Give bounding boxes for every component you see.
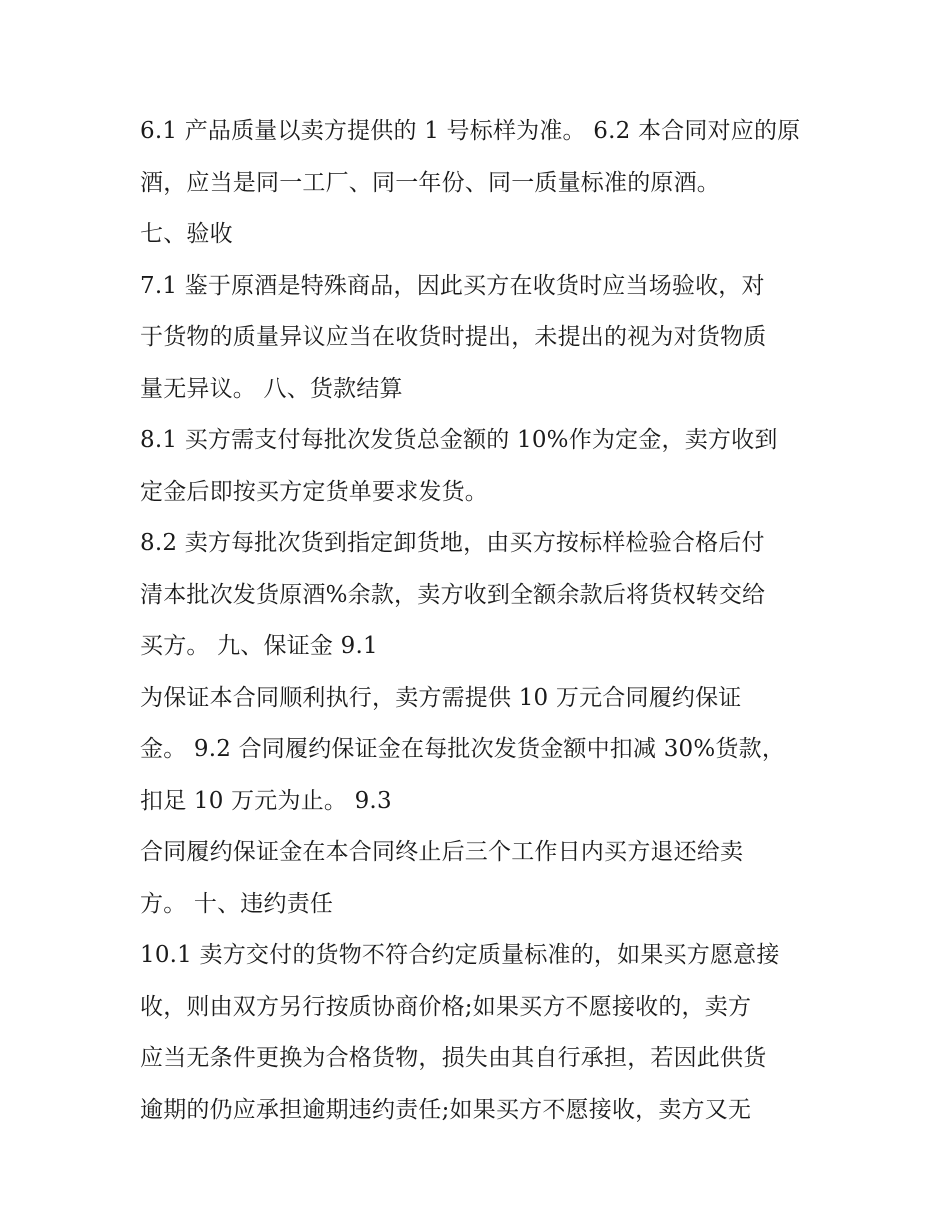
text-line: 8.1 买方需支付每批次发货总金额的 10%作为定金，卖方收到 [140, 427, 778, 453]
section-heading-acceptance: 七、验收 [140, 221, 233, 247]
text-line: 酒，应当是同一工厂、同一年份、同一质量标准的原酒。 [140, 169, 720, 196]
text-line: 10.1 卖方交付的货物不符合约定质量标准的，如果买方愿意接 [140, 942, 780, 968]
text-line: 为保证本合同顺利执行，卖方需提供 10 万元合同履约保证 [140, 684, 742, 711]
text-line: 6.1 产品质量以卖方提供的 1 号标样为准。 6.2 本合同对应的原 [140, 118, 801, 144]
text-line: 买方。 九、保证金 9.1 [140, 633, 378, 659]
text-line: 7.1 鉴于原酒是特殊商品，因此买方在收货时应当场验收，对 [140, 272, 765, 299]
text-line: 收，则由双方另行按质协商价格;如果买方不愿接收的，卖方 [140, 993, 752, 1020]
text-line: 定金后即按买方定货单要求发货。 [140, 478, 488, 505]
text-line: 合同履约保证金在本合同终止后三个工作日内买方退还给卖 [140, 839, 744, 865]
text-line: 清本批次发货原酒%余款，卖方收到全额余款后将货权转交给 [140, 581, 766, 608]
contract-text-body [140, 106, 840, 1136]
text-line: 金。 9.2 合同履约保证金在每批次发货金额中扣减 30%货款， [140, 736, 786, 762]
text-line: 方。 十、违约责任 [140, 890, 334, 917]
text-line: 于货物的质量异议应当在收货时提出，未提出的视为对货物质 [140, 324, 767, 350]
text-line: 逾期的仍应承担逾期违约责任;如果买方不愿接收，卖方又无 [140, 1096, 752, 1123]
text-line: 8.2 卖方每批次货到指定卸货地，由买方按标样检验合格后付 [140, 530, 765, 556]
text-line: 应当无条件更换为合格货物，损失由其自行承担，若因此供货 [140, 1045, 767, 1071]
text-line: 扣足 10 万元为止。 9.3 [140, 787, 392, 814]
text-line: 量无异议。 八、货款结算 [140, 375, 403, 402]
